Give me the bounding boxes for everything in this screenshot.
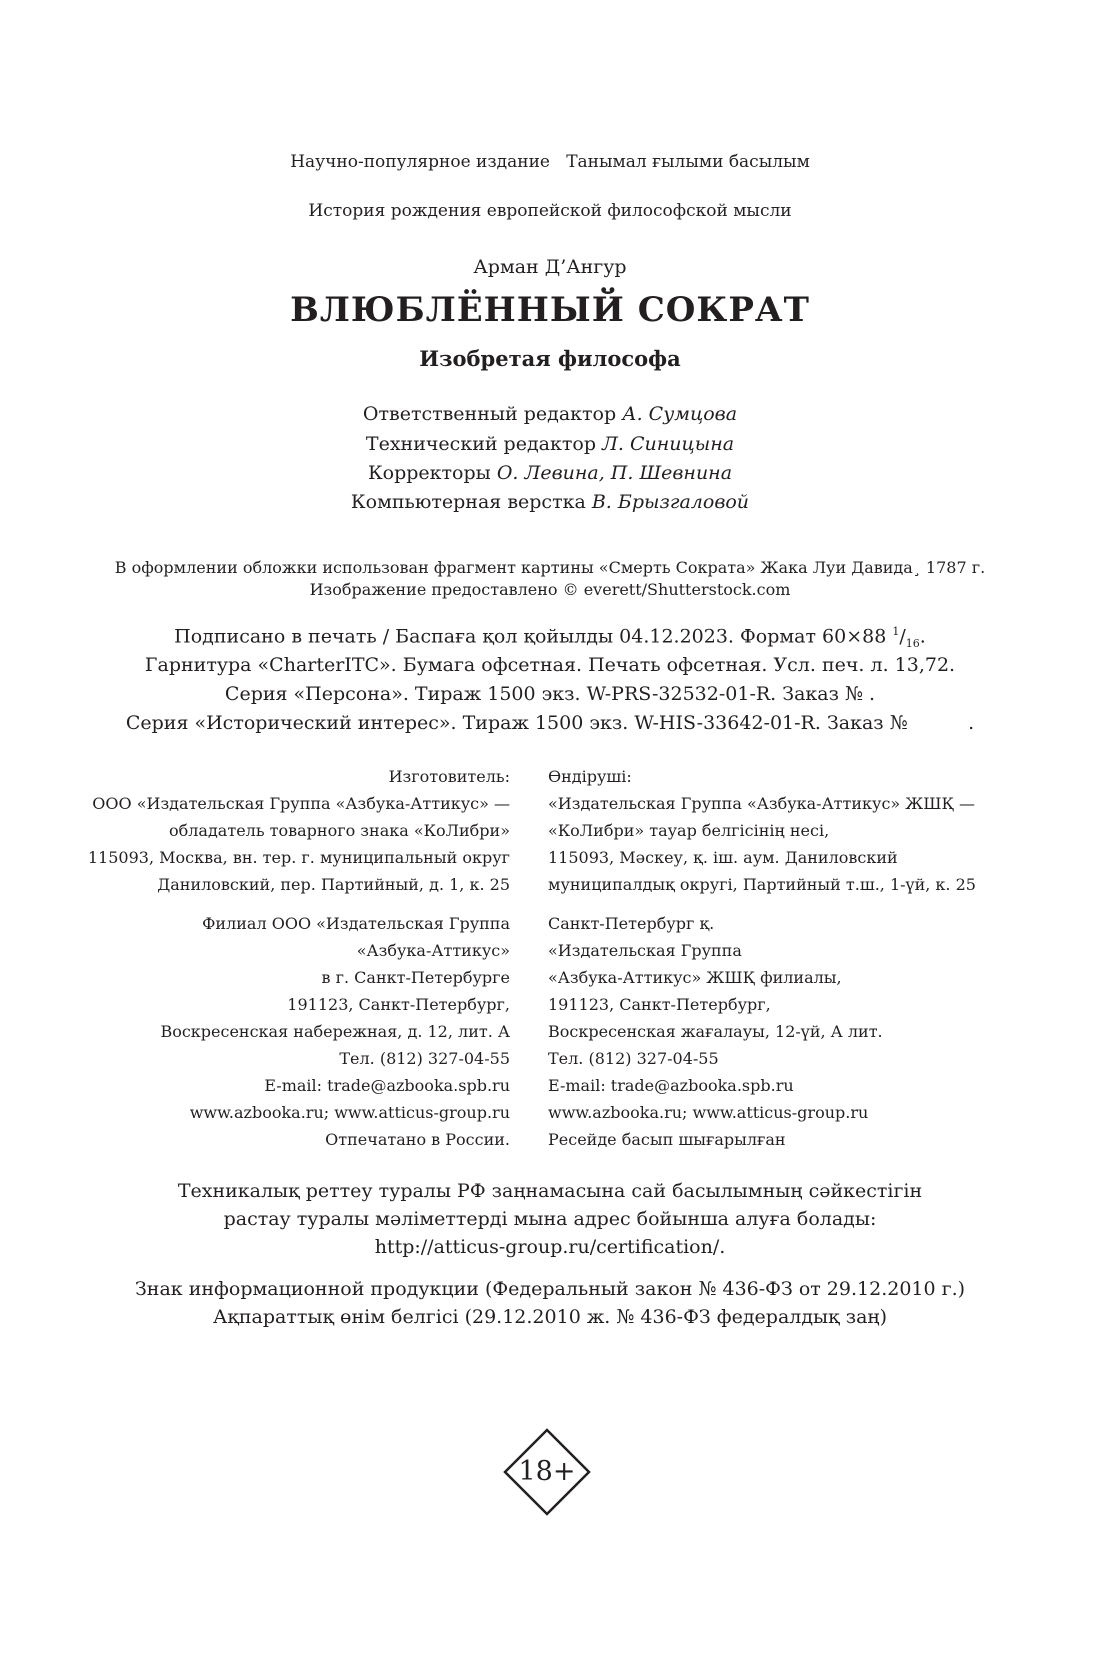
credit-line: [0, 433, 1100, 455]
manufacturer-ru-line: Изготовитель:: [388, 767, 510, 786]
web-ru-links: www.azbooka.ru; www.atticus-group.ru: [189, 1103, 510, 1122]
certification-line: растау туралы мәліметтерді мына адрес бойынша алуға болады:: [223, 1208, 877, 1230]
branch-kz-line: Санкт-Петербург қ.: [548, 914, 715, 933]
edition-type-kz: Танымал ғылыми басылым: [566, 152, 810, 172]
credit-line: [0, 403, 1100, 425]
web-ru: [50, 1099, 510, 1153]
branch-kz-phone: Тел. (812) 327-04-55: [548, 1049, 719, 1068]
series-persona-line: Серия «Персона». Тираж 1500 экз. W-PRS-32532-01-R. Заказ № .: [224, 683, 876, 705]
printed-in-ru: Отпечатано в России.: [325, 1130, 510, 1149]
book-subtitle: Изобретая философа: [419, 346, 681, 371]
credit-role: Компьютерная верстка: [350, 491, 586, 513]
manufacturer-ru-line: 115093, Москва, вн. тер. г. муниципальный округ: [87, 848, 510, 867]
branch-kz: [548, 910, 1018, 1099]
branch-kz-email: E-mail: trade@azbooka.spb.ru: [548, 1076, 794, 1095]
manufacturer-kz-line: «КоЛибри» тауар белгісінің несі,: [548, 821, 830, 840]
credit-name: А. Сумцова: [622, 403, 738, 425]
manufacturer-ru-line: ООО «Издательская Группа «Азбука-Аттикус» —: [92, 794, 510, 813]
book-title: ВЛЮБЛЁННЫЙ СОКРАТ: [290, 290, 810, 330]
branch-ru-email: E-mail: trade@azbooka.spb.ru: [264, 1076, 510, 1095]
manufacturer-kz-line: «Издательская Группа «Азбука-Аттикус» ЖШҚ —: [548, 794, 975, 813]
credit-role: Технический редактор: [365, 433, 596, 455]
manufacturer-ru: [50, 763, 510, 898]
format-numerator: 1: [892, 625, 900, 638]
branch-kz-line: «Издательская Группа: [548, 941, 742, 960]
printed-in-kz: Ресейде басып шығарылған: [548, 1130, 786, 1149]
branch-ru-line: 191123, Санкт-Петербург,: [287, 995, 510, 1014]
credit-role: Корректоры: [367, 462, 491, 484]
series-theme: История рождения европейской философской мысли: [308, 201, 792, 221]
info-sign-ru: Знак информационной продукции (Федеральный закон № 436-ФЗ от 29.12.2010 г.): [134, 1278, 966, 1300]
branch-ru-line: в г. Санкт-Петербурге: [321, 968, 510, 987]
branch-kz-line: «Азбука-Аттикус» ЖШҚ филиалы,: [548, 968, 842, 987]
credit-line: [0, 491, 1100, 513]
manufacturer-kz: [548, 763, 1018, 898]
manufacturer-ru-line: Даниловский, пер. Партийный, д. 1, к. 25: [157, 875, 510, 894]
signed-text: Подписано в печать / Баспаға қол қойылды 04.12.2023. Формат 60×88: [174, 625, 887, 648]
branch-ru-line: «Азбука-Аттикус»: [356, 941, 510, 960]
branch-ru-line: Филиал ООО «Издательская Группа: [202, 914, 510, 933]
web-kz: [548, 1099, 1018, 1153]
age-rating: 18+: [518, 1456, 576, 1487]
credit-line: [0, 462, 1100, 484]
branch-kz-line: Воскресенская жағалауы, 12-үй, А лит.: [548, 1022, 883, 1041]
edition-type-line: [0, 152, 1100, 172]
manufacturer-kz-line: Өндіруші:: [548, 767, 632, 786]
manufacturer-kz-line: 115093, Мәскеу, қ. іш. аум. Даниловский: [548, 848, 898, 867]
signed-line: Подписано в печать / Баспаға қол қойылды 04.12.2023. Формат 60×88 $^1/_{16}$.: [174, 625, 926, 651]
format-end: .: [919, 625, 926, 648]
certification-line: Техникалық реттеу туралы РФ заңнамасына сай басылымның сәйкестігін: [177, 1180, 923, 1202]
branch-ru-phone: Тел. (812) 327-04-55: [339, 1049, 510, 1068]
branch-kz-line: 191123, Санкт-Петербург,: [548, 995, 771, 1014]
certification-url: http://atticus-group.ru/certification/.: [374, 1236, 726, 1258]
manufacturer-ru-line: обладатель товарного знака «КоЛибри»: [168, 821, 510, 840]
branch-ru: [50, 910, 510, 1099]
credit-name: О. Левина, П. Шевнина: [496, 462, 733, 484]
cover-note-line2: Изображение предоставлено © everett/Shutterstock.com: [309, 580, 791, 599]
manufacturer-kz-line: муниципалдық округі, Партийный т.ш., 1-үй, к. 25: [548, 875, 976, 894]
series-history-line: Серия «Исторический интерес». Тираж 1500 экз. W-HIS-33642-01-R. Заказ № .: [125, 712, 975, 734]
web-kz-links: www.azbooka.ru; www.atticus-group.ru: [548, 1103, 869, 1122]
credit-role: Ответственный редактор: [362, 403, 617, 425]
edition-type-ru: Научно-популярное издание: [290, 152, 550, 172]
typeface-line: Гарнитура «CharterITC». Бумага офсетная. Печать офсетная. Усл. печ. л. 13,72.: [144, 654, 956, 676]
format-denominator: 16: [905, 637, 920, 651]
info-sign-kz: Ақпараттық өнім белгісі (29.12.2010 ж. № 436-ФЗ федералдық заң): [212, 1306, 888, 1328]
credit-name: Л. Синицына: [602, 433, 735, 455]
cover-note-line1: В оформлении обложки использован фрагмент картины «Смерть Сократа» Жака Луи Давида¸ 1787 г.: [114, 558, 986, 577]
credit-name: В. Брызгаловой: [591, 491, 750, 513]
author: Арман Д’Ангур: [473, 256, 627, 278]
branch-ru-line: Воскресенская набережная, д. 12, лит. А: [160, 1022, 510, 1041]
